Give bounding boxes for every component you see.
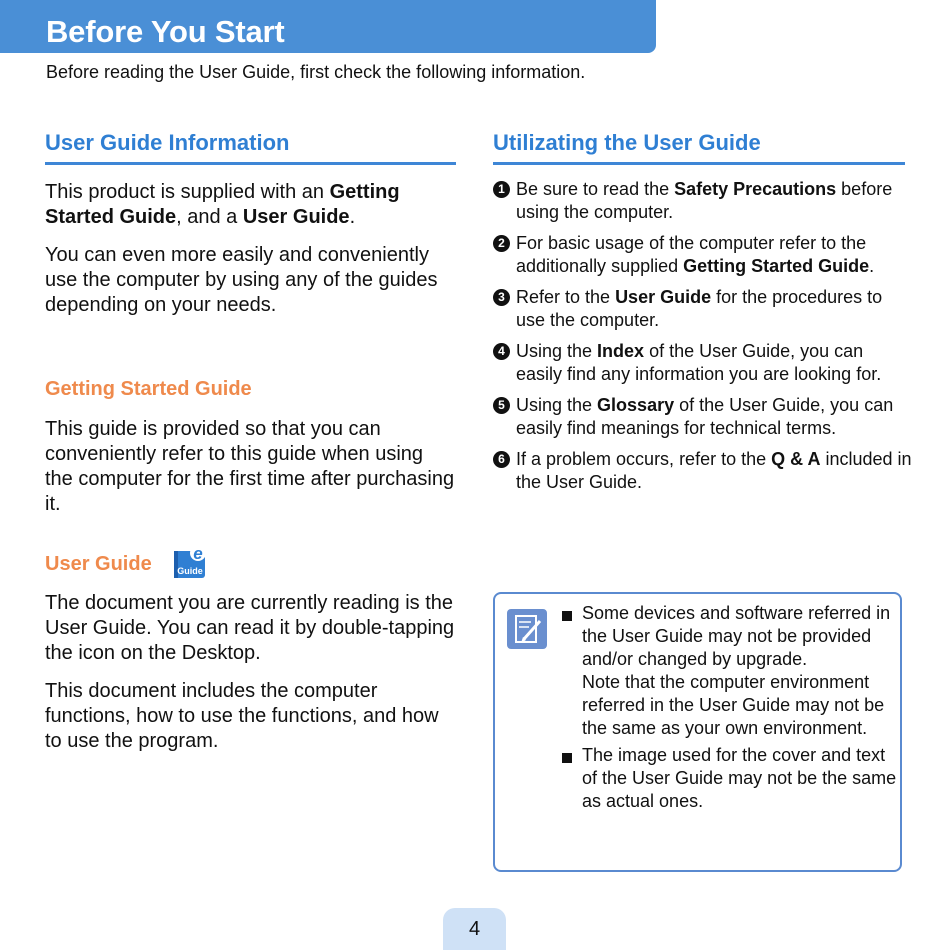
left-paragraph-2: You can even more easily and conveniently use the computer by using any of the guides depending on your needs. [45,244,438,316]
note-box [493,592,902,872]
note-item [562,744,902,813]
p1-bold-getting-started: Getting Started Guide [45,181,400,228]
item-text: included in the User Guide. [516,449,912,492]
item-bold: Q & A [771,449,821,469]
list-item [493,178,913,224]
number-badge: 3 [493,289,510,306]
p1-bold-user-guide: User Guide [242,206,350,228]
user-guide-information-heading: User Guide Information [45,130,456,165]
item-bold: Safety Precautions [674,179,837,199]
note-text: Some devices and software referred in the User Guide may not be provided and/or changed by upgrade. [582,603,891,669]
item-text: If a problem occurs, refer to the [516,449,772,469]
bullet-square-icon [562,611,572,621]
getting-started-guide-text: This guide is provided so that you can conveniently refer to this guide when using the computer for the first time after purchasing it. [45,418,455,515]
item-text: before using the computer. [516,179,893,222]
note-item [562,602,902,740]
p1-text-d: . [349,206,356,228]
user-guide-text-1: The document you are currently reading is the User Guide. You can read it by double-tapping the icon on the Desktop. [45,592,455,664]
utilizating-user-guide-heading: Utilizating the User Guide [493,130,905,165]
item-text: Using the [516,395,598,415]
e-guide-icon [171,544,209,580]
icon-guide-label: Guide [177,566,203,576]
item-bold: User Guide [615,287,712,307]
item-bold: Index [597,341,645,361]
item-text: of the User Guide, you can easily find any information you are looking for. [516,341,882,384]
number-badge: 4 [493,343,510,360]
icon-e-letter: e [193,544,203,563]
list-item [493,448,913,494]
list-item [493,394,913,440]
number-badge: 2 [493,235,510,252]
user-guide-text-2: This document includes the computer functions, how to use the functions, and how to use the program. [45,680,439,752]
note-list [562,602,902,817]
usage-list [493,178,913,502]
list-item [493,340,913,386]
note-text: The image used for the cover and text of the User Guide may not be the same as actual ones. [582,745,897,811]
item-text: . [869,256,875,276]
title-banner [0,0,656,53]
pencil-note-icon [507,609,547,649]
item-bold: Glossary [597,395,675,415]
left-paragraph-1 [45,180,455,230]
item-text: Using the [516,341,598,361]
item-text: For basic usage of the computer refer to the additionally supplied [516,233,867,276]
number-badge: 6 [493,451,510,468]
item-text: of the User Guide, you can easily find meanings for technical terms. [516,395,894,438]
number-badge: 5 [493,397,510,414]
list-item [493,232,913,278]
intro-text: Before reading the User Guide, first check the following information. [46,62,586,82]
item-bold: Getting Started Guide [683,256,870,276]
getting-started-guide-heading: Getting Started Guide [45,378,252,400]
p1-text-a: This product is supplied with an [45,181,330,203]
item-text: Refer to the [516,287,616,307]
page-number-tab [443,908,506,950]
list-item [493,286,913,332]
page-title: Before You Start [46,14,285,49]
number-badge: 1 [493,181,510,198]
item-text: Be sure to read the [516,179,675,199]
note-text-2: Note that the computer environment referred in the User Guide may not be the same as your own environment. [582,672,885,738]
user-guide-heading: User Guide [45,553,152,575]
bullet-square-icon [562,753,572,763]
p1-text-c: , and a [176,206,243,228]
item-text: for the procedures to use the computer. [516,287,883,330]
page-number: 4 [468,918,481,940]
